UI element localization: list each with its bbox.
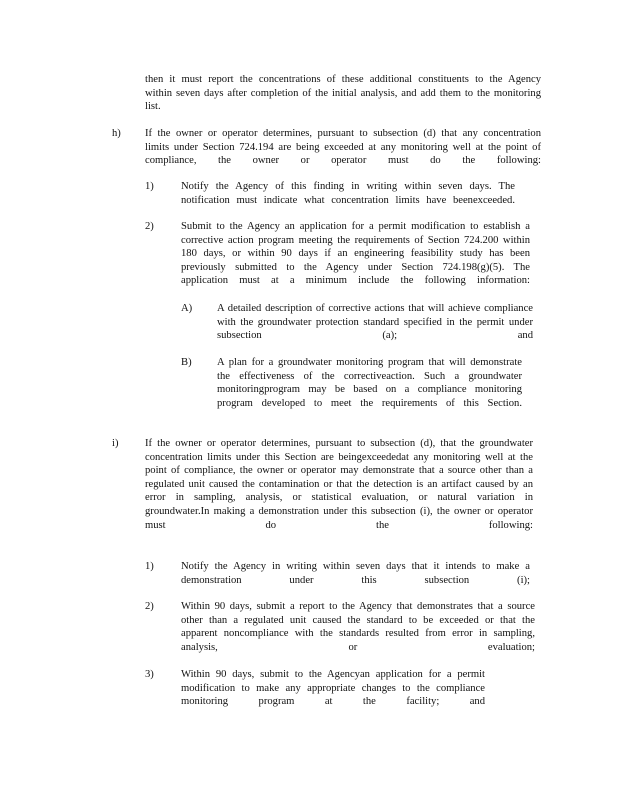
h-item-1-label: 1) bbox=[145, 181, 154, 192]
h-subitem-a-label: A) bbox=[181, 303, 193, 314]
i-item-3-text: Within 90 days, submit to the Agencyan application for a permit modification to make any appropriate changes to the compliance monitoring program at the facility; and bbox=[181, 669, 485, 708]
i-item-2-text: Within 90 days, submit a report to the Agency that demonstrates that a source other than a regulated unit caused the standard to be exceeded or that the apparent noncompliance with the standards resulted from error in sampling, analysis, or evaluation; bbox=[181, 601, 535, 653]
h-item-2-label: 2) bbox=[145, 221, 154, 232]
i-item-1-label: 1) bbox=[145, 561, 154, 572]
subsection-i-text: If the owner or operator determines, pursuant to subsection (d), that the groundwater concentration limits under this Section are beingexceededat any monitoring well at the point of compliance, the owner or operator may demonstrate that a source other than a regulated unit caused the contamination or that the detection is an artifact caused by an error in sampling, analysis, or statistical evaluation, or natural variation in groundwater.In making a demonstration under this subsection (i), the owner or operator must do the following: bbox=[145, 438, 533, 531]
h-subitem-b-text: A plan for a groundwater monitoring program that will demonstrate the effectiveness of the correctiveaction. Such a groundwater monitoringprogram may be based on a compliance monitoring program developed to meet the requirements of this Section. bbox=[217, 357, 522, 409]
h-subitem-a-text: A detailed description of corrective actions that will achieve compliance with the groundwater protection standard specified in the permit under subsection (a); and bbox=[217, 303, 533, 342]
i-item-1-text: Notify the Agency in writing within seven days that it intends to make a demonstration under this subsection (i); bbox=[181, 561, 530, 586]
h-item-1-text: Notify the Agency of this finding in writing within seven days. The notification must indicate what concentration limits have beenexceeded. bbox=[181, 181, 515, 206]
subsection-h-text: If the owner or operator determines, pursuant to subsection (d) that any concentration limits under Section 724.194 are being exceeded at any monitoring well at the point of compliance, the owner or operator must do the following: bbox=[145, 128, 541, 167]
intro-text: then it must report the concentrations of these additional constituents to the Agency within seven days after completion of the initial analysis, and add them to the monitoring list. bbox=[145, 74, 541, 113]
h-subitem-b-label: B) bbox=[181, 357, 192, 368]
i-item-3-label: 3) bbox=[145, 669, 154, 680]
subsection-h-label: h) bbox=[112, 128, 121, 139]
subsection-i-label: i) bbox=[112, 438, 119, 449]
i-item-2-label: 2) bbox=[145, 601, 154, 612]
h-item-2-text: Submit to the Agency an application for a permit modification to establish a corrective action program meeting the requirements of Section 724.200 within 180 days, or within 90 days if an engineering feasibility study has been previously submitted to the Agency under Section 724.198(g)(5). The application must at a minimum include the following information: bbox=[181, 221, 530, 287]
